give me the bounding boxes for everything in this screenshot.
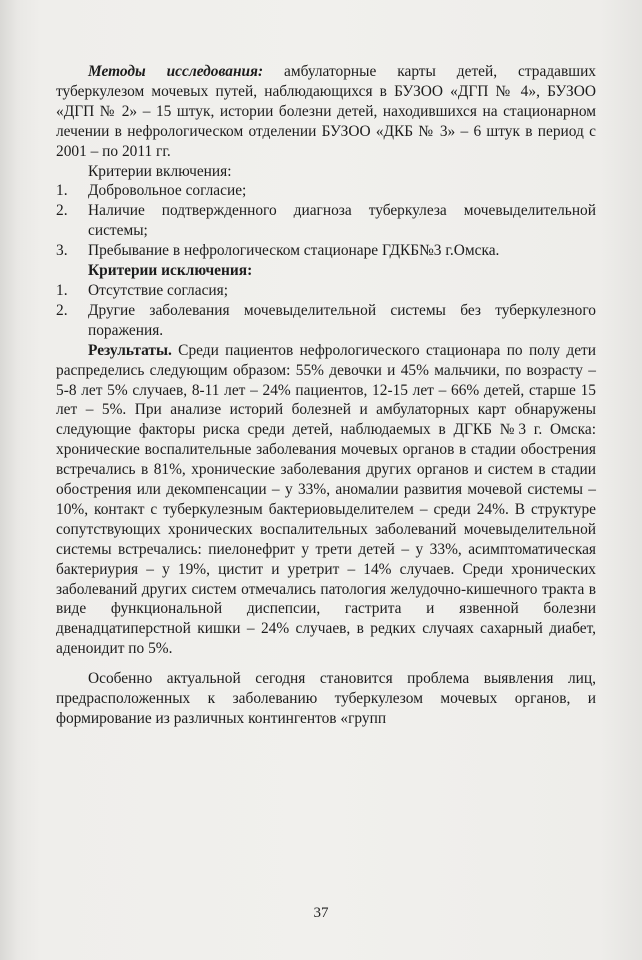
results-label: Результаты.: [88, 341, 172, 359]
body-text: [56, 62, 596, 729]
inclusion-title: Критерии включения:: [88, 162, 232, 180]
list-item: [56, 281, 596, 301]
list-item-number: 2.: [56, 202, 68, 220]
paragraph-gap: [56, 659, 596, 669]
list-item-number: 1.: [56, 281, 68, 299]
list-item-number: 2.: [56, 301, 68, 319]
list-item-number: 1.: [56, 182, 68, 200]
list-item-text: Отсутствие согласия;: [88, 281, 228, 299]
exclusion-list: [56, 281, 596, 341]
list-item-text: Пребывание в нефрологическом стационаре ГДКБ№3 г.Омска.: [88, 242, 500, 260]
list-item: [56, 241, 596, 261]
list-item-text: Наличие подтвержденного диагноза туберкулеза мочевыделительной системы;: [88, 202, 596, 240]
list-item-number: 3.: [56, 242, 68, 260]
methods-paragraph: [56, 62, 596, 162]
list-item: [56, 181, 596, 201]
results-text: Среди пациентов нефрологического стационара по полу дети распределись следующим образом: 55% девочки и 45% мальчики, по возрасту – 5-8 лет 5% случаев, 8-11 лет – 24% пациентов, 12-15 лет – 66% детей, старше 15 лет – 5%. При анализе историй болезней и амбулаторных карт обнаружены следующие факторы риска среди детей, наблюдаемых в ДГКБ №3 г. Омска: хронические воспалительные заболевания мочевых органов в стадии обострения встречались в 81%, хронические заболевания других органов и систем в стадии обострения или декомпенсации – у 33%, аномалии развития мочевой системы – 10%, контакт с туберкулезным бактериовыделителем – среди 24%. В структуре сопутствующих хронических воспалительных заболеваний мочевыделительной системы встречались: пиелонефрит у трети детей – у 33%, асимптоматическая бактериурия – у 19%, цистит и уретрит – 14% случаев. Среди хронических заболеваний других систем отмечались патология желудочно-кишечного тракта в виде функциональной диспепсии, гастрита и язвенной болезни двенадцатиперстной кишки – 24% случаев, в редких случаях сахарный диабет, аденоидит по 5%.: [56, 341, 596, 658]
exclusion-title: Критерии исключения:: [88, 262, 253, 280]
list-item: [56, 301, 596, 341]
list-item-text: Другие заболевания мочевыделительной системы без туберкулезного поражения.: [88, 301, 596, 339]
methods-label: Методы исследования:: [88, 63, 264, 80]
closing-paragraph: Особенно актуальной сегодня становится проблема выявления лиц, предрасположенных к заболеванию туберкулезом мочевых органов, и формирование из различных контингентов «групп: [56, 670, 596, 727]
results-paragraph: [56, 341, 596, 660]
list-item-text: Добровольное согласие;: [88, 182, 247, 200]
list-item: [56, 201, 596, 241]
methods-text: амбулаторные карты детей, страдавших туберкулезом мочевых путей, наблюдающихся в БУЗОО «ДГП № 4», БУЗОО «ДГП № 2» – 15 штук, истории болезни детей, находившихся на стационарном лечении в нефрологическом отделении БУЗОО «ДКБ № 3» – 6 штук в период с 2001 – по 2011 гг.: [56, 63, 597, 160]
page-number: 37: [313, 905, 329, 921]
inclusion-list: [56, 181, 596, 261]
